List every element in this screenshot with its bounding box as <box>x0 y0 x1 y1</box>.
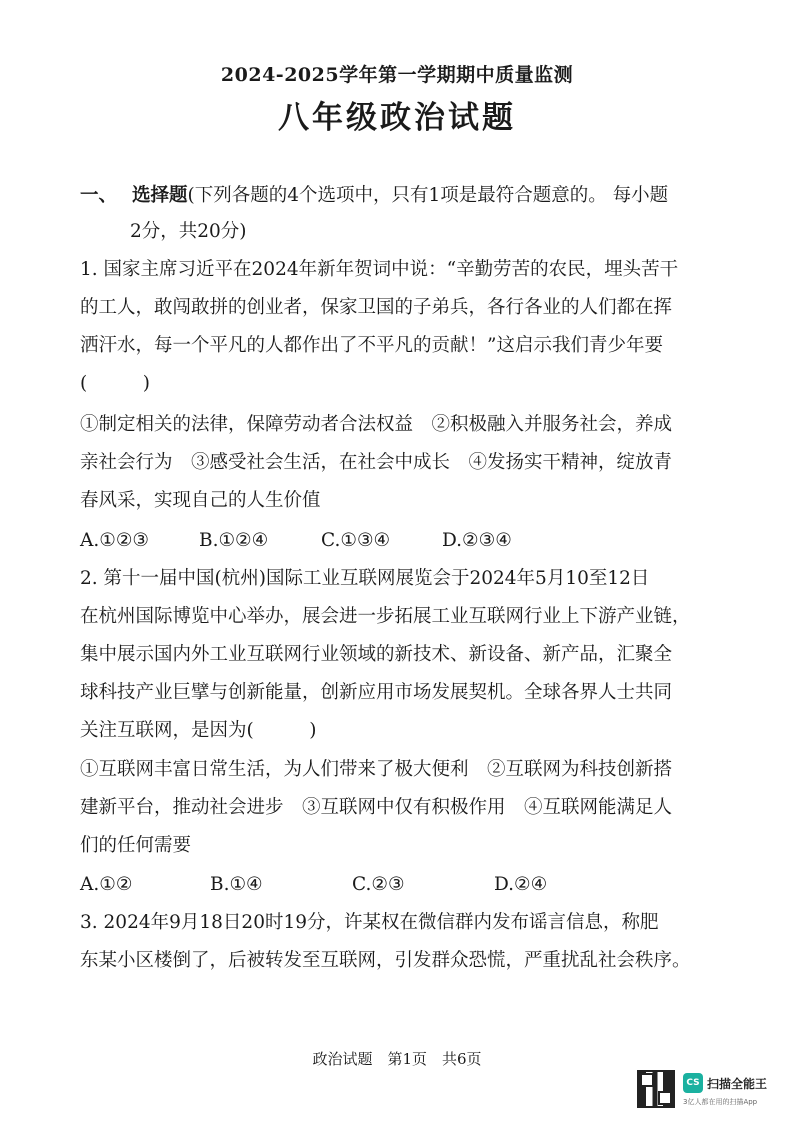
q1-option-b: B.①②④ <box>199 530 269 551</box>
section-heading: 选择题 <box>132 185 188 206</box>
q1-statement-line: 亲社会行为 ③感受社会生活，在社会中成长 ④发扬实干精神，绽放青 <box>80 452 673 473</box>
q2-line: 球科技产业巨擘与创新能量，创新应用市场发展契机。全球各界人士共同 <box>80 682 673 703</box>
q1-option-a: A.①②③ <box>80 530 149 551</box>
q1-line: 洒汗水，每一个平凡的人都作出了不平凡的贡献！”这启示我们青少年要 <box>80 335 663 356</box>
section-instructions: (下列各题的4个选项中，只有1项是最符合题意的。 每小题 <box>187 185 669 206</box>
q2-option-b: B.①④ <box>210 874 263 895</box>
q2-line: 集中展示国内外工业互联网行业领域的新技术、新设备、新产品，汇聚全 <box>80 644 673 665</box>
page-footer: 政治试题 第1页 共6页 <box>312 1050 482 1068</box>
section-heading-line <box>80 184 668 208</box>
q2-line: 在杭州国际博览中心举办，展会进一步拓展工业互联网行业上下游产业链， <box>80 606 691 627</box>
q2-line: 2. 第十一届中国(杭州)国际工业互联网展览会于2024年5月10至12日 <box>80 568 650 589</box>
qr-code-icon <box>637 1070 675 1108</box>
q2-statement-line: 建新平台，推动社会进步 ③互联网中仅有积极作用 ④互联网能满足人 <box>80 797 673 818</box>
q2-line: 关注互联网，是因为( ) <box>80 720 317 741</box>
q1-line: 1. 国家主席习近平在2024年新年贺词中说：“辛勤劳苦的农民，埋头苦干 <box>80 259 679 280</box>
q2-option-c: C.②③ <box>352 874 405 895</box>
q2-statement-line: ①互联网丰富日常生活，为人们带来了极大便利 ②互联网为科技创新搭 <box>80 759 673 780</box>
section-number: 一、 <box>80 185 118 206</box>
camscanner-logo-icon: CS <box>683 1073 703 1093</box>
section-instructions-cont: 2分，共20分) <box>130 221 247 242</box>
camscanner-brand: 扫描全能王 <box>707 1077 768 1091</box>
q2-statement-line: 们的任何需要 <box>80 835 192 856</box>
q1-option-c: C.①③④ <box>321 530 391 551</box>
q1-answer-blank: ( ) <box>80 373 150 394</box>
q3-line: 东某小区楼倒了，后被转发至互联网，引发群众恐慌，严重扰乱社会秩序。 <box>80 950 691 971</box>
q1-statement-line: 春风采，实现自己的人生价值 <box>80 490 321 511</box>
exam-title: 八年级政治试题 <box>278 100 516 136</box>
q1-option-d: D.②③④ <box>442 530 512 551</box>
camscanner-tagline: 3亿人都在用的扫描App <box>683 1098 758 1106</box>
q1-statement-line: ①制定相关的法律，保障劳动者合法权益 ②积极融入并服务社会，养成 <box>80 414 673 435</box>
q2-option-d: D.②④ <box>494 874 548 895</box>
q2-option-a: A.①② <box>80 874 133 895</box>
exam-subtitle: 2024-2025学年第一学期期中质量监测 <box>220 64 574 86</box>
q1-line: 的工人，敢闯敢拼的创业者，保家卫国的子弟兵，各行各业的人们都在挥 <box>80 297 673 318</box>
q3-line: 3. 2024年9月18日20时19分，许某权在微信群内发布谣言信息，称肥 <box>80 912 659 933</box>
